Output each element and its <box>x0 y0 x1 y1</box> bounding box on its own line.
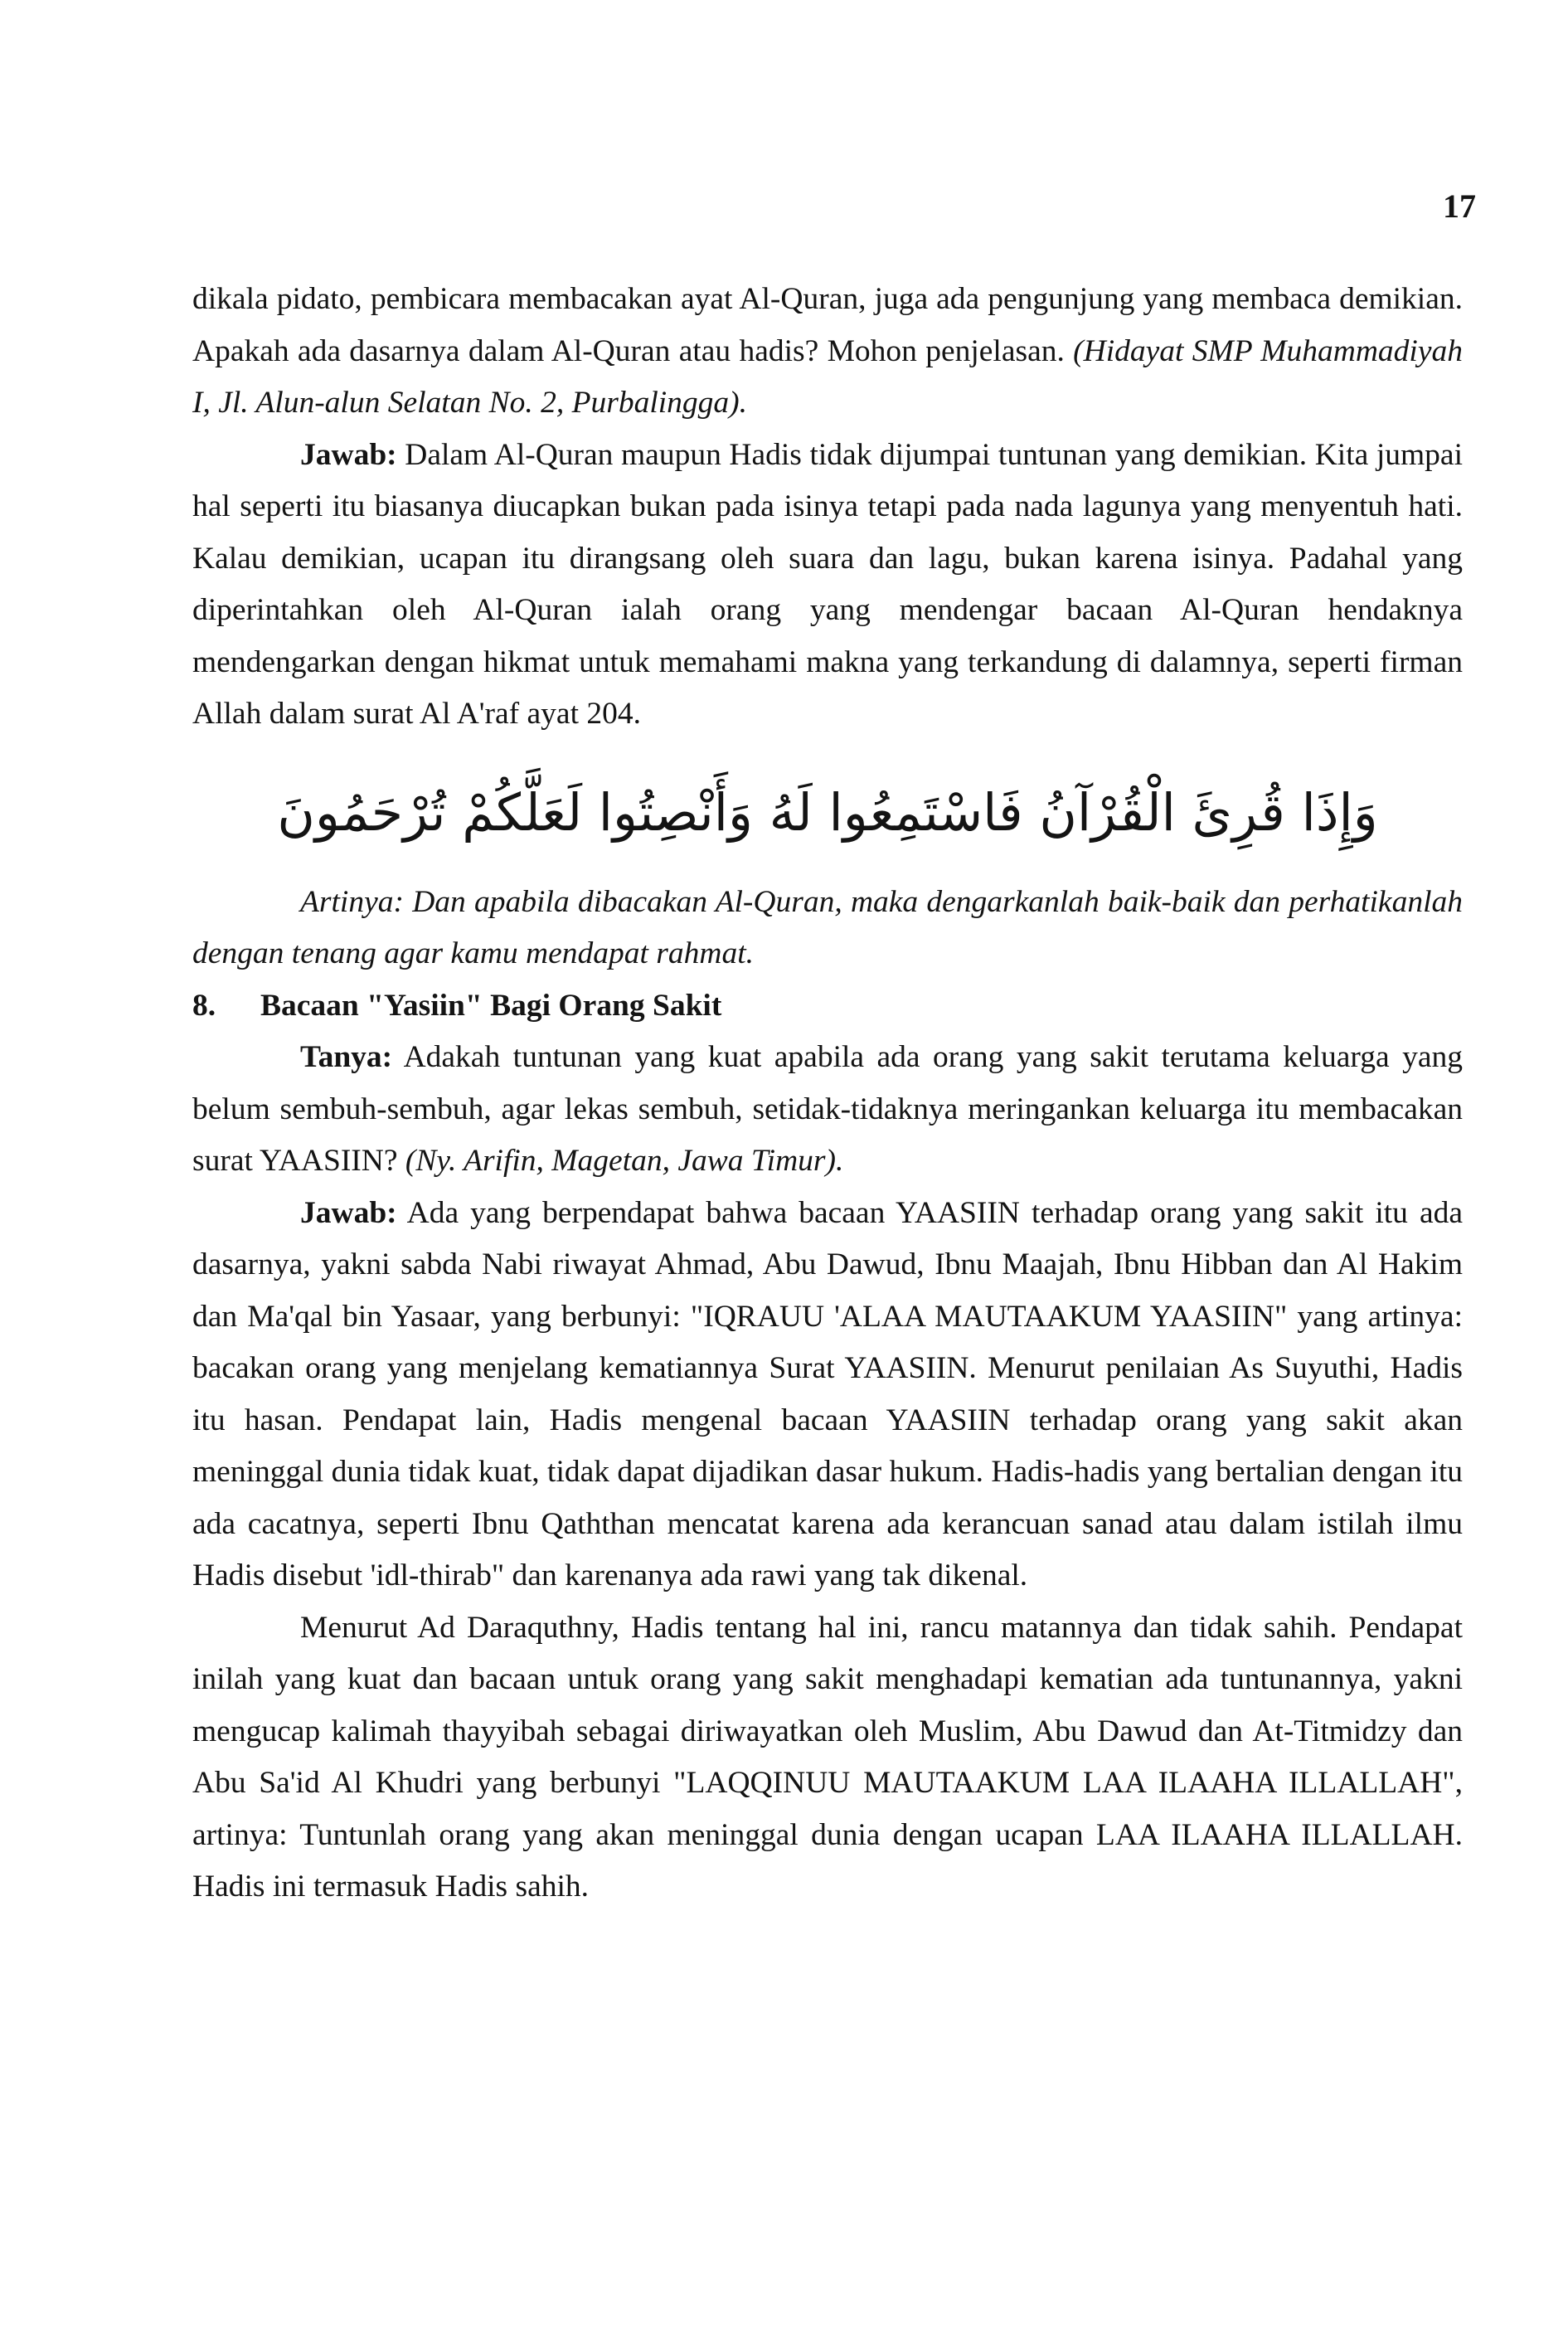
answer-label-2: Jawab: <box>300 1195 397 1230</box>
question-text-2: Adakah tuntunan yang kuat apabila ada orang yang sakit terutama keluarga yang belum sembuh-sembuh, agar lekas sembuh, setidak-tidaknya meringankan keluarga itu membacakan surat YAASIIN? <box>192 1040 1463 1178</box>
closing-paragraph: Menurut Ad Daraquthny, Hadis tentang hal ini, rancu matannya dan tidak sahih. Pendapat inilah yang kuat dan bacaan untuk orang yang sakit menghadapi kematian ada tuntunannya, yakni mengucap kalimah thayyibah sebagai diriwayatkan oleh Muslim, Abu Dawud dan At-Titmidzy dan Abu Sa'id Al Khudri yang berbunyi "LAQQINUU MAUTAAKUM LAA ILAAHA ILLALLAH", artinya: Tuntunlah orang yang akan meninggal dunia dengan ucapan LAA ILAAHA ILLALLAH. Hadis ini termasuk Hadis sahih. <box>192 1610 1463 1904</box>
question-source-2: (Ny. Arifin, Magetan, Jawa Timur). <box>405 1144 844 1178</box>
page-number: 17 <box>1443 187 1476 225</box>
section-title: Bacaan "Yasiin" Bagi Orang Sakit <box>260 988 722 1023</box>
question-text: dikala pidato, pembicara membacakan ayat Al-Quran, juga ada pengunjung yang membaca demikian. Apakah ada dasarnya dalam Al-Quran atau hadis? Mohon penjelasan. <box>192 282 1463 368</box>
question-source: (Hidayat SMP Muhammadiyah I, Jl. Alun-alun Selatan No. 2, Purbalingga). <box>192 333 1463 420</box>
answer-text-2: Ada yang berpendapat bahwa bacaan YAASIIN terhadap orang yang sakit itu ada dasarnya, yakni sabda Nabi riwayat Ahmad, Abu Dawud, Ibnu Maajah, Ibnu Hibban dan Al Hakim dan Ma'qal bin Yasaar, yang berbunyi: "IQRAUU 'ALAA MAUTAAKUM YAASIIN" yang artinya: bacakan orang yang menjelang kematiannya Surat YAASIIN. Menurut penilaian As Suyuthi, Hadis itu hasan. Pendapat lain, Hadis mengenal bacaan YAASIIN terhadap orang yang sakit akan meninggal dunia tidak kuat, tidak dapat dijadikan dasar hukum. Hadis-hadis yang bertalian dengan itu ada cacatnya, seperti Ibnu Qaththan mencatat karena ada kerancuan sanad atau dalam istilah ilmu Hadis disebut 'idl-thirab" dan karenanya ada rawi yang tak dikenal. <box>192 1195 1463 1592</box>
answer-label: Jawab: <box>300 437 397 472</box>
quran-verse: وَإِذَا قُرِئَ الْقُرْآنُ فَاسْتَمِعُوا لَهُ وَأَنْصِتُوا لَعَلَّكُمْ تُرْحَمُونَ <box>277 781 1378 843</box>
answer-paragraph-2 <box>192 1188 1463 1602</box>
section-number: 8. <box>192 988 216 1023</box>
question-continuation <box>192 274 1463 430</box>
question-label: Tanya: <box>300 1040 393 1074</box>
section-heading <box>192 980 1463 1033</box>
answer-paragraph <box>192 430 1463 741</box>
answer-text: Dalam Al-Quran maupun Hadis tidak dijumpai tuntunan yang demikian. Kita jumpai hal seperti itu biasanya diucapkan bukan pada isinya tetapi pada nada lagunya yang menyentuh hati. Kalau demikian, ucapan itu dirangsang oleh suara dan lagu, bukan karena isinya. Padahal yang diperintahkan oleh Al-Quran ialah orang yang mendengar bacaan Al-Quran hendaknya mendengarkan dengan hikmat untuk memahami makna yang terkandung di dalamnya, seperti firman Allah dalam surat Al A'raf ayat 204. <box>192 437 1463 731</box>
question-paragraph <box>192 1032 1463 1188</box>
verse-translation: Artinya: Dan apabila dibacakan Al-Quran, maka dengarkanlah baik-baik dan perhatikanlah dengan tenang agar kamu mendapat rahmat. <box>192 884 1463 970</box>
page-body <box>192 274 1463 1913</box>
